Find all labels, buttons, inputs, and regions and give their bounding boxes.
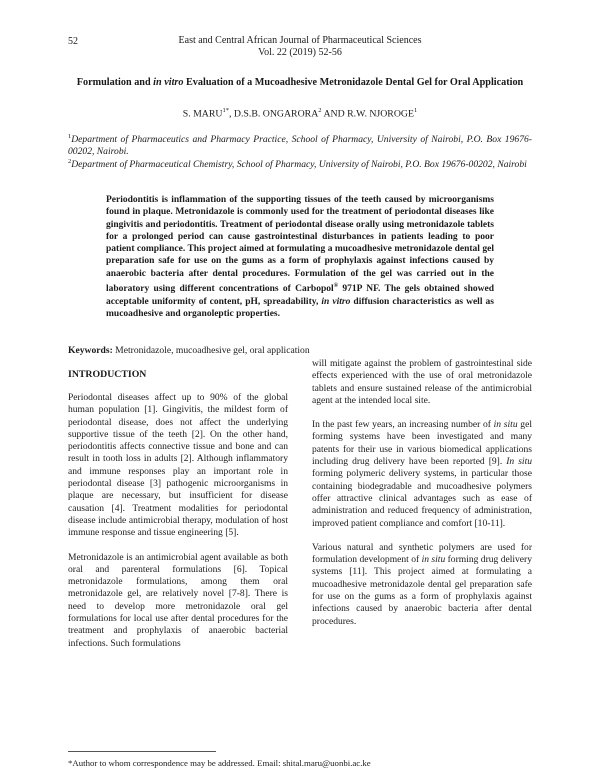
keywords-text: Metronidazole, mucoadhesive gel, oral application <box>112 345 310 356</box>
p4-text-b: gel forming systems have been investigated and many patents for their use in various biomedical applications including drug delivery have been reported [9]. <box>312 419 532 468</box>
journal-name: East and Central African Journal of Pharmaceutical Sciences <box>178 35 422 46</box>
title-part1: Formulation and <box>76 77 154 88</box>
page-number: 52 <box>68 36 78 47</box>
author-1: S. MARU <box>182 108 223 120</box>
introduction-heading: INTRODUCTION <box>68 369 147 380</box>
journal-volume: Vol. 22 (2019) 52-56 <box>258 47 342 58</box>
column-right <box>312 358 532 628</box>
p5-text-b: forming drug delivery systems [11]. This project aimed at formulating a mucoadhesive metronidazole dental gel preparation safe for use on the gums as a form of prophylaxis against infections caused by anaerobic bacteria after dental procedures. <box>312 554 532 627</box>
paper-title <box>68 76 532 89</box>
p4-text-a: In the past few years, an increasing number of <box>312 419 494 431</box>
affiliation-2-sup: 2 <box>68 158 72 165</box>
title-italic: in vitro <box>153 77 184 88</box>
affiliation-2 <box>68 156 532 171</box>
abstract-part1: Periodontitis is inflammation of the supporting tissues of the teeth caused by microorganisms found in plaque. Metronidazole is commonly used for the treatment of periodontal diseases like gingivitis and periodontitis. Treatment of periodontal disease orally using metronidazole tablets for a prolonged period can cause gastrointestinal disturbances in patients leading to poor patient compliance. This project aimed at formulating a mucoadhesive metronidazole dental gel preparation safe for use on the gums as a form of prophylaxis against infections caused by anaerobic bacteria after dental procedures. Formulation of the gel was carried out in the laboratory using different concentrations of Carbopol <box>106 195 494 295</box>
abstract-reg: ® <box>333 283 339 290</box>
author-3-sup: 1 <box>413 107 418 114</box>
abstract-italic: in vitro <box>321 296 351 307</box>
footnote-rule <box>68 751 216 752</box>
author-2: , D.S.B. ONGARORA <box>229 108 319 120</box>
journal-header <box>0 35 600 59</box>
affiliation-1 <box>68 131 532 159</box>
keywords <box>68 345 532 356</box>
footnote: *Author to whom correspondence may be addressed. Email: shital.maru@uonbi.ac.ke <box>68 758 371 768</box>
p4-italic-1: in situ <box>493 419 518 431</box>
intro-paragraph-4 <box>312 419 532 530</box>
author-3: AND R.W. NJOROGE <box>321 108 414 120</box>
intro-paragraph-1: Periodontal diseases affect up to 90% of the global human population [1]. Gingivitis, the mildest form of periodontal disease, does not affect the underlying supportive tissue of the teeth [2]. On the other hand, periodontitis affects connective tissue and bone and can result in tooth loss in adults [2]. Although inflammatory and immune responses play an important role in periodontal disease [3] pathogenic microorganisms in plaque are necessary, but insufficient for disease causation [4]. Treatment modalities for periodontal disease include antimicrobial therapy, modulation of host immune response and tissue engineering [5]. <box>68 392 288 539</box>
abstract <box>106 194 494 320</box>
intro-paragraph-2: Metronidazole is an antimicrobial agent available as both oral and parenteral formulations [6]. Topical metronidazole formulations, among them oral metronidazole gel, are relatively novel [7-8]. There is need to develop more metronidazole oral gel formulations for local use after dental procedures for the treatment and prophylaxis of anaerobic bacterial infections. Such formulations <box>68 551 288 649</box>
abstract-part2: 971P NF. The gels obtained showed acceptable uniformity of content, pH, spreadability, <box>106 284 494 307</box>
p5-text-a: Various natural and synthetic polymers are used for formulation development of <box>312 541 532 566</box>
title-part2: Evaluation of a Mucoadhesive Metronidazole Dental Gel for Oral Application <box>183 77 524 88</box>
author-1-sup: 1* <box>222 107 229 114</box>
p5-italic: in situ <box>421 554 446 566</box>
p4-italic-2: In situ <box>506 456 533 468</box>
authors <box>68 107 532 119</box>
author-2-sup: 2 <box>318 107 322 114</box>
abstract-part3: diffusion characteristics as well as mucoadhesive and organoleptic properties. <box>106 296 494 319</box>
keywords-label: Keywords: <box>68 345 113 356</box>
affiliation-1-text: Department of Pharmaceutics and Pharmacy Practice, School of Pharmacy, University of Nairobi, P.O. Box 19676-00202, Nairobi. <box>68 134 532 158</box>
column-left <box>68 392 288 650</box>
affiliation-1-sup: 1 <box>68 133 72 140</box>
intro-paragraph-3: will mitigate against the problem of gastrointestinal side effects experienced with the use of oral metronidazole tablets and ensure sustained release of the antimicrobial agent at the intended local site. <box>312 358 532 406</box>
p4-text-c: forming polymeric delivery systems, in particular those containing biodegradable and mucoadhesive polymers offer attractive clinical advantages such as ease of administration and reduced frequency of administration, improved patient compliance and comfort [10-11]. <box>312 468 532 529</box>
affiliation-2-text: Department of Pharmaceutical Chemistry, School of Pharmacy, University of Nairobi, P.O. Box 19676-00202, Nairobi <box>71 159 527 171</box>
intro-paragraph-5 <box>312 542 532 628</box>
